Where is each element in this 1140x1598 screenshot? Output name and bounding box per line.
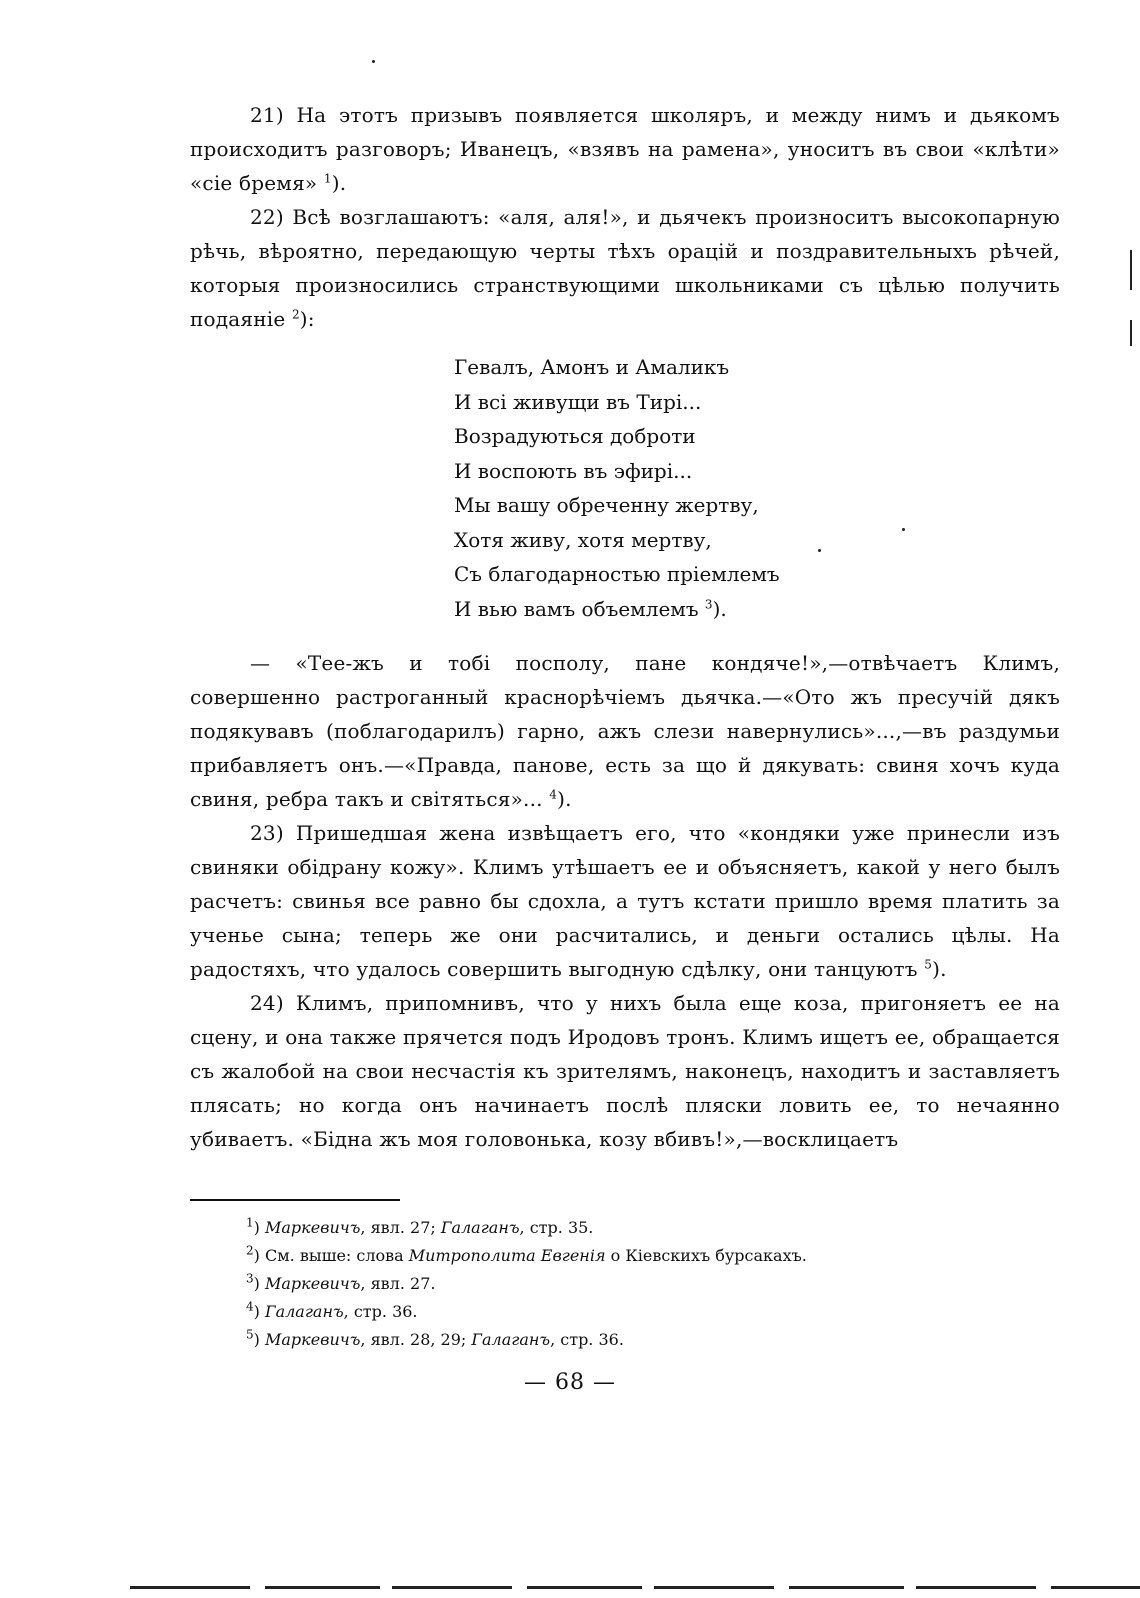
footnote-ref-4[interactable]: 4	[549, 787, 558, 802]
footnote-5	[246, 1326, 1006, 1354]
paragraph-text: 24) Климъ, припомнивъ, что у нихъ была еще коза, пригоняетъ ее на сцену, и она также прячется подъ Иродовъ тронъ. Климъ ищетъ ее, обращается съ жалобой на свои несчастія къ зрителямъ, наконецъ, находитъ и заставляетъ плясать; но когда онъ начинаетъ послѣ пляски ловить ее, то нечаянно убиваетъ. «Бідна жъ моя головонька, козу вбивъ!»,—восклицаетъ	[190, 991, 1060, 1151]
footnote-paren: )	[253, 1246, 260, 1265]
poem-line: Мы вашу обреченну жертву,	[454, 493, 759, 517]
paragraph-text: 22) Всѣ возглашаютъ: «аля, аля!», и дьячекъ произноситъ высокопарную рѣчь, вѣроятно, передающую черты тѣхъ орацій и поздравительныхъ рѣчей, которыя произносились странствующими школьниками съ цѣлью получить подаяніе	[190, 205, 1060, 331]
paragraph-text: 21) На этотъ призывъ появляется школяръ, и между нимъ и дьякомъ происходитъ разговоръ; Иванецъ, «взявъ на рамена», уноситъ въ свои «клѣти» «сіе бремя»	[190, 103, 1060, 195]
paragraph-text: 23) Пришедшая жена извѣщаетъ его, что «кондяки уже принесли изъ свиняки обідрану кожу». Климъ утѣшаетъ ее и объясняетъ, какой у него былъ расчетъ: свинья все равно бы сдохла, а тутъ кстати пришло время платить за ученье сына; теперь же они расчитались, и деньги остались цѣлы. На радостяхъ, что удалось совершить выгодную сдѣлку, они танцуютъ	[190, 821, 1060, 981]
footnotes	[246, 1214, 1006, 1354]
poem-line-text: И вью вамъ объемлемъ	[454, 596, 705, 621]
footnote-author: Маркевичъ	[264, 1218, 361, 1237]
footnote-text: , явл. 27;	[360, 1218, 441, 1237]
footnote-1	[246, 1214, 1006, 1242]
footnote-paren: )	[253, 1330, 260, 1349]
footnote-author: Галаганъ	[264, 1302, 344, 1321]
footnote-text: , стр. 36.	[550, 1330, 624, 1349]
footnote-divider	[190, 1199, 400, 1201]
scan-speck	[372, 60, 375, 63]
scan-margin-mark	[1130, 250, 1132, 290]
footnote-paren: )	[253, 1302, 260, 1321]
poem	[454, 350, 874, 626]
paragraph-text-end: ).	[557, 787, 572, 811]
footnote-text: , стр. 36.	[343, 1302, 418, 1321]
footnote-author: Галаганъ	[471, 1330, 551, 1349]
footnote-3	[246, 1270, 1006, 1298]
footnote-mark: 5	[246, 1327, 254, 1342]
paragraph-24	[190, 986, 1060, 1156]
footnote-author: Маркевичъ	[264, 1330, 361, 1349]
poem-line: И воспоють въ эфирі...	[454, 458, 693, 483]
footnote-ref-1[interactable]: 1	[323, 171, 332, 186]
paragraph-text-end: ).	[932, 957, 947, 981]
scan-margin-mark	[1130, 320, 1132, 346]
poem-line: И всі живущи въ Тирі...	[454, 389, 702, 414]
footnote-text: , явл. 27.	[360, 1274, 436, 1293]
footnote-text: , явл. 28, 29;	[360, 1330, 472, 1349]
footnote-paren: )	[253, 1274, 260, 1293]
paragraph-text-end: ).	[331, 171, 347, 195]
footnote-paren: )	[253, 1218, 260, 1237]
poem-line-end: ).	[712, 596, 727, 621]
footnote-mark: 4	[246, 1299, 254, 1314]
poem-line: Гевалъ, Амонъ и Амаликъ	[454, 355, 730, 379]
page-number: — 68 —	[524, 1370, 616, 1395]
paragraph-text: — «Тее-жъ и тобі посполу, пане кондяче!»,—отвѣчаетъ Климъ, совершенно растроганный краснорѣчіемъ дьячка.—«Ото жъ пресучій дякъ подякувавъ (поблагодарилъ) гарно, ажъ слези навернулись»...,—въ раздумьи прибавляетъ онъ.—«Правда, панове, есть за що й дякувать: свиня хочъ куда свиня, ребра такъ и світяться»...	[190, 651, 1060, 811]
text-block-bottom	[190, 646, 1060, 1156]
footnote-ref-2[interactable]: 2	[291, 307, 300, 322]
scan-edge-line	[130, 1586, 1140, 1589]
footnote-ref-5[interactable]: 5	[924, 957, 933, 972]
footnote-mark: 2	[246, 1243, 254, 1258]
scan-speck	[818, 549, 821, 552]
scan-speck	[902, 528, 905, 531]
paragraph-21	[190, 98, 1060, 200]
paragraph-text-end: ):	[299, 307, 315, 331]
poem-line: Возрадуються доброти	[454, 424, 696, 448]
footnote-text: о Кіевскихъ бурсакахъ.	[605, 1246, 807, 1265]
footnote-ref-3[interactable]: 3	[704, 596, 713, 611]
footnote-mark: 1	[246, 1215, 254, 1230]
footnote-author: Маркевичъ	[264, 1274, 361, 1293]
footnote-author: Митрополита Евгенія	[408, 1246, 606, 1265]
footnote-mark: 3	[246, 1271, 254, 1286]
text-block-top	[190, 98, 1060, 336]
footnote-text: , стр. 35.	[519, 1218, 594, 1237]
footnote-author: Галаганъ	[440, 1218, 520, 1237]
poem-line: Хотя живу, хотя мертву,	[454, 527, 712, 552]
paragraph-22	[190, 200, 1060, 336]
poem-line-last	[454, 592, 874, 627]
poem-line: Съ благодарностью пріемлемъ	[454, 562, 780, 586]
footnote-text: См. выше: слова	[264, 1246, 409, 1265]
paragraph-dialogue	[190, 646, 1060, 816]
footnote-4	[246, 1298, 1006, 1326]
footnote-2	[246, 1242, 1006, 1270]
paragraph-23	[190, 816, 1060, 986]
